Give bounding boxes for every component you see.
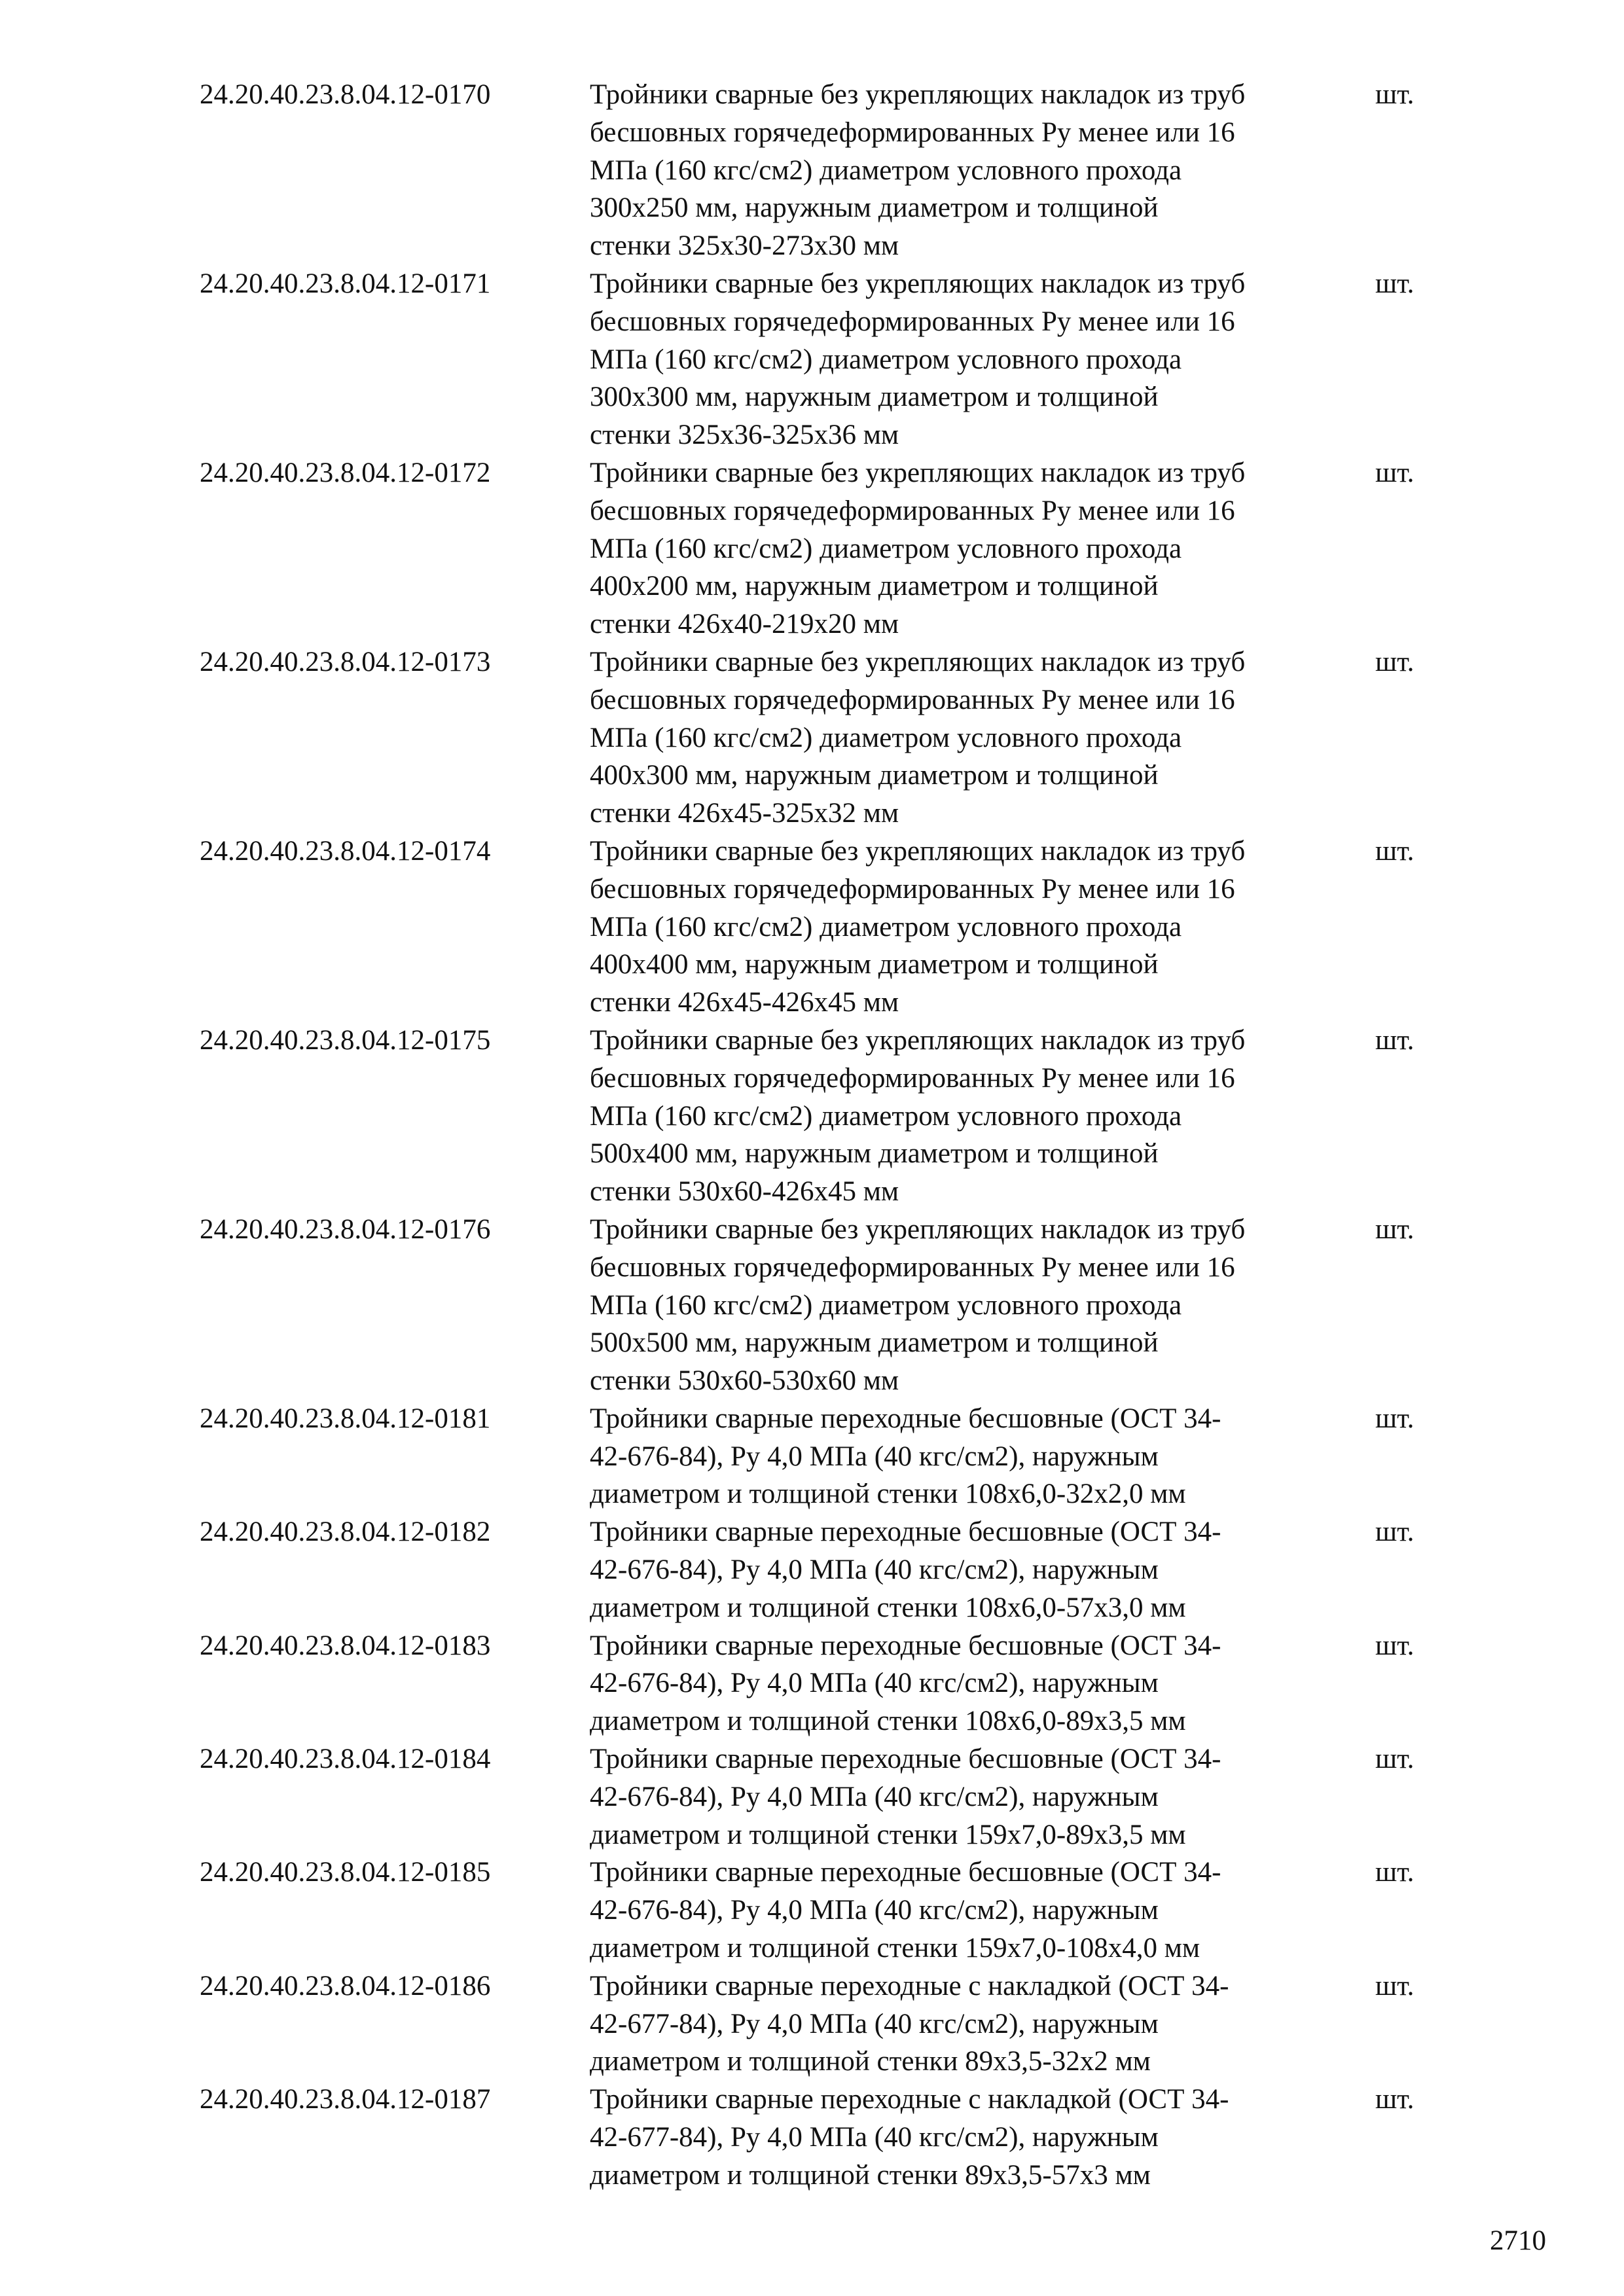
- item-code: 24.20.40.23.8.04.12-0182: [200, 1516, 491, 1548]
- table-row: [200, 1967, 1430, 2081]
- item-code: 24.20.40.23.8.04.12-0170: [200, 79, 491, 110]
- description-line: диаметром и толщиной стенки 159х7,0-89х3,5 мм: [590, 1819, 1186, 1850]
- description-line: 42-676-84), Ру 4,0 МПа (40 кгс/см2), наружным: [590, 1781, 1159, 1812]
- description-line: диаметром и толщиной стенки 159х7,0-108х4,0 мм: [590, 1933, 1200, 1964]
- description-line: Тройники сварные без укрепляющих накладок из труб: [590, 646, 1246, 677]
- item-code: 24.20.40.23.8.04.12-0175: [200, 1024, 491, 1056]
- description-line: Тройники сварные без укрепляющих накладок из труб: [590, 1213, 1246, 1245]
- page-number: 2710: [1490, 2225, 1546, 2256]
- description-line: МПа (160 кгс/см2) диаметром условного прохода: [590, 533, 1182, 564]
- table-row: [200, 1400, 1430, 1513]
- item-unit: шт.: [1375, 1970, 1415, 2001]
- description-line: стенки 426х40-219х20 мм: [590, 609, 899, 640]
- description-line: бесшовных горячедеформированных Ру менее или 16: [590, 495, 1235, 526]
- item-description: [590, 1211, 1375, 1400]
- description-line: Тройники сварные переходные с накладкой (ОСТ 34-: [590, 1970, 1229, 2001]
- item-description: [590, 643, 1375, 833]
- description-line: МПа (160 кгс/см2) диаметром условного прохода: [590, 1289, 1182, 1321]
- description-line: Тройники сварные переходные бесшовные (ОСТ 34-: [590, 1630, 1221, 1661]
- description-line: МПа (160 кгс/см2) диаметром условного прохода: [590, 1100, 1182, 1132]
- item-description: [590, 1022, 1375, 1211]
- item-unit: шт.: [1375, 1857, 1415, 1888]
- description-line: Тройники сварные переходные бесшовные (ОСТ 34-: [590, 1403, 1221, 1434]
- description-line: МПа (160 кгс/см2) диаметром условного прохода: [590, 154, 1182, 186]
- description-line: стенки 530х60-530х60 мм: [590, 1365, 899, 1397]
- description-line: Тройники сварные переходные бесшовные (ОСТ 34-: [590, 1744, 1221, 1775]
- table-row: [200, 1211, 1430, 1400]
- description-line: стенки 325х30-273х30 мм: [590, 230, 899, 262]
- description-line: 42-677-84), Ру 4,0 МПа (40 кгс/см2), наружным: [590, 2122, 1159, 2153]
- item-unit: шт.: [1375, 646, 1415, 677]
- item-description: [590, 1400, 1375, 1513]
- description-line: диаметром и толщиной стенки 108х6,0-32х2,0 мм: [590, 1479, 1186, 1510]
- item-description: [590, 1627, 1375, 1740]
- item-code: 24.20.40.23.8.04.12-0176: [200, 1213, 491, 1245]
- description-line: 300х300 мм, наружным диаметром и толщиной: [590, 382, 1159, 413]
- description-line: 500х500 мм, наружным диаметром и толщиной: [590, 1327, 1159, 1359]
- item-unit: шт.: [1375, 79, 1415, 110]
- description-line: бесшовных горячедеформированных Ру менее или 16: [590, 873, 1235, 905]
- table-row: [200, 454, 1430, 643]
- table-row: [200, 643, 1430, 833]
- description-line: Тройники сварные без укрепляющих накладок из труб: [590, 79, 1246, 110]
- item-code: 24.20.40.23.8.04.12-0183: [200, 1630, 491, 1661]
- description-line: бесшовных горячедеформированных Ру менее или 16: [590, 117, 1235, 148]
- description-line: Тройники сварные без укрепляющих накладок из труб: [590, 457, 1246, 488]
- item-unit: шт.: [1375, 1024, 1415, 1056]
- description-line: 500х400 мм, наружным диаметром и толщиной: [590, 1138, 1159, 1170]
- table-row: [200, 1740, 1430, 1854]
- item-description: [590, 454, 1375, 643]
- table-row: [200, 1627, 1430, 1740]
- description-line: бесшовных горячедеформированных Ру менее или 16: [590, 1062, 1235, 1094]
- description-line: стенки 426х45-325х32 мм: [590, 798, 899, 829]
- description-line: Тройники сварные без укрепляющих накладок из труб: [590, 1024, 1246, 1056]
- item-description: [590, 1740, 1375, 1854]
- description-line: 42-676-84), Ру 4,0 МПа (40 кгс/см2), наружным: [590, 1554, 1159, 1586]
- description-line: бесшовных горячедеформированных Ру менее или 16: [590, 306, 1235, 337]
- description-line: МПа (160 кгс/см2) диаметром условного прохода: [590, 722, 1182, 753]
- description-line: Тройники сварные без укрепляющих накладок из труб: [590, 268, 1246, 299]
- description-line: бесшовных горячедеформированных Ру менее или 16: [590, 684, 1235, 715]
- item-code: 24.20.40.23.8.04.12-0181: [200, 1403, 491, 1434]
- item-description: [590, 265, 1375, 454]
- description-line: 400х300 мм, наружным диаметром и толщиной: [590, 760, 1159, 791]
- item-code: 24.20.40.23.8.04.12-0173: [200, 646, 491, 677]
- item-unit: шт.: [1375, 1213, 1415, 1245]
- description-line: Тройники сварные переходные бесшовные (ОСТ 34-: [590, 1516, 1221, 1548]
- item-description: [590, 1854, 1375, 1967]
- item-code: 24.20.40.23.8.04.12-0184: [200, 1744, 491, 1775]
- description-line: МПа (160 кгс/см2) диаметром условного прохода: [590, 911, 1182, 942]
- table-row: [200, 76, 1430, 265]
- description-line: МПа (160 кгс/см2) диаметром условного прохода: [590, 344, 1182, 375]
- item-unit: шт.: [1375, 457, 1415, 488]
- description-line: Тройники сварные переходные бесшовные (ОСТ 34-: [590, 1857, 1221, 1888]
- description-line: бесшовных горячедеформированных Ру менее или 16: [590, 1251, 1235, 1283]
- description-line: 42-677-84), Ру 4,0 МПа (40 кгс/см2), наружным: [590, 2008, 1159, 2039]
- item-code: 24.20.40.23.8.04.12-0172: [200, 457, 491, 488]
- item-code: 24.20.40.23.8.04.12-0174: [200, 835, 491, 867]
- item-unit: шт.: [1375, 1744, 1415, 1775]
- item-unit: шт.: [1375, 1403, 1415, 1434]
- entries-list: [200, 76, 1430, 2195]
- description-line: Тройники сварные без укрепляющих накладок из труб: [590, 835, 1246, 867]
- description-line: стенки 530х60-426х45 мм: [590, 1176, 899, 1208]
- description-line: стенки 325х36-325х36 мм: [590, 420, 899, 451]
- item-unit: шт.: [1375, 835, 1415, 867]
- table-row: [200, 2081, 1430, 2194]
- description-line: диаметром и толщиной стенки 108х6,0-57х3,0 мм: [590, 1592, 1186, 1623]
- item-unit: шт.: [1375, 1630, 1415, 1661]
- description-line: диаметром и толщиной стенки 89х3,5-57х3 мм: [590, 2159, 1151, 2191]
- item-description: [590, 2081, 1375, 2194]
- table-row: [200, 1513, 1430, 1626]
- description-line: 42-676-84), Ру 4,0 МПа (40 кгс/см2), наружным: [590, 1895, 1159, 1926]
- description-line: диаметром и толщиной стенки 108х6,0-89х3,5 мм: [590, 1706, 1186, 1737]
- item-description: [590, 1967, 1375, 2081]
- table-row: [200, 1854, 1430, 1967]
- description-line: 400х400 мм, наружным диаметром и толщиной: [590, 949, 1159, 980]
- description-line: Тройники сварные переходные с накладкой (ОСТ 34-: [590, 2084, 1229, 2115]
- description-line: 42-676-84), Ру 4,0 МПа (40 кгс/см2), наружным: [590, 1441, 1159, 1472]
- item-code: 24.20.40.23.8.04.12-0185: [200, 1857, 491, 1888]
- item-code: 24.20.40.23.8.04.12-0186: [200, 1970, 491, 2001]
- item-unit: шт.: [1375, 2084, 1415, 2115]
- description-line: диаметром и толщиной стенки 89х3,5-32х2 мм: [590, 2046, 1151, 2077]
- item-code: 24.20.40.23.8.04.12-0187: [200, 2084, 491, 2115]
- description-line: 300х250 мм, наружным диаметром и толщиной: [590, 192, 1159, 224]
- description-line: стенки 426х45-426х45 мм: [590, 987, 899, 1018]
- item-code: 24.20.40.23.8.04.12-0171: [200, 268, 491, 299]
- item-description: [590, 833, 1375, 1022]
- item-unit: шт.: [1375, 268, 1415, 299]
- description-line: 400х200 мм, наружным диаметром и толщиной: [590, 571, 1159, 602]
- table-row: [200, 265, 1430, 454]
- description-line: 42-676-84), Ру 4,0 МПа (40 кгс/см2), наружным: [590, 1668, 1159, 1699]
- table-row: [200, 833, 1430, 1022]
- item-description: [590, 1513, 1375, 1626]
- item-unit: шт.: [1375, 1516, 1415, 1548]
- table-row: [200, 1022, 1430, 1211]
- item-description: [590, 76, 1375, 265]
